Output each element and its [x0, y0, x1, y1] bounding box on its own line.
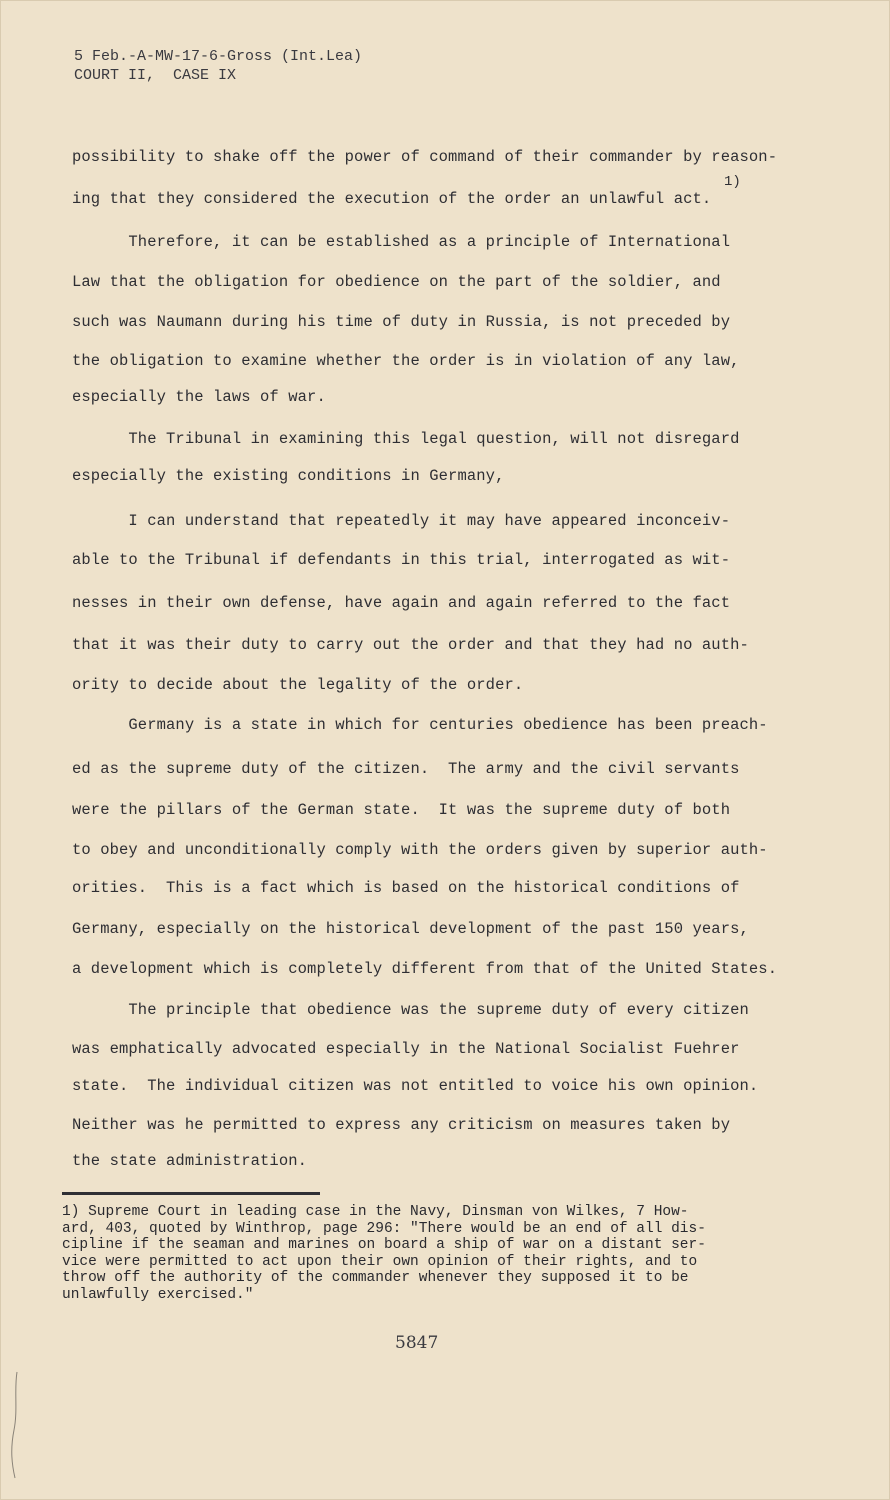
- body-line: the state administration.: [72, 1152, 308, 1170]
- body-line: The Tribunal in examining this legal question, will not disregard: [72, 430, 740, 448]
- footnote-line: vice were permitted to act upon their own opinion of their rights, and to: [62, 1253, 698, 1270]
- body-line: possibility to shake off the power of command of their commander by reason-: [72, 148, 778, 166]
- body-line: I can understand that repeatedly it may have appeared inconceiv-: [72, 512, 731, 530]
- body-line: ing that they considered the execution of the order an unlawful act.: [72, 190, 712, 208]
- footnote: [62, 1204, 792, 1303]
- footnote-line: ard, 403, quoted by Winthrop, page 296: "There would be an end of all dis-: [62, 1220, 706, 1237]
- header-line-2: COURT II, CASE IX: [74, 67, 237, 84]
- body-line: able to the Tribunal if defendants in this trial, interrogated as wit-: [72, 551, 731, 569]
- body-line: Germany, especially on the historical development of the past 150 years,: [72, 920, 749, 938]
- body-line: state. The individual citizen was not entitled to voice his own opinion.: [72, 1077, 759, 1095]
- body-line: a development which is completely different from that of the United States.: [72, 960, 778, 978]
- body-line: was emphatically advocated especially in the National Socialist Fuehrer: [72, 1040, 740, 1058]
- body-line: ed as the supreme duty of the citizen. The army and the civil servants: [72, 760, 740, 778]
- body-line: Therefore, it can be established as a principle of International: [72, 233, 731, 251]
- body-line: orities. This is a fact which is based on the historical conditions of: [72, 879, 740, 897]
- margin-pencil-mark: [8, 1370, 22, 1480]
- footnote-line: cipline if the seaman and marines on board a ship of war on a distant ser-: [62, 1237, 706, 1253]
- body-line: such was Naumann during his time of duty in Russia, is not preceded by: [72, 313, 731, 331]
- body-line: especially the existing conditions in Germany,: [72, 467, 505, 485]
- body-line: The principle that obedience was the supreme duty of every citizen: [72, 1001, 749, 1019]
- header-line-1: 5 Feb.-A-MW-17-6-Gross (Int.Lea): [74, 48, 363, 65]
- body-line: the obligation to examine whether the order is in violation of any law,: [72, 352, 740, 370]
- document-header: [74, 47, 362, 85]
- body-line: especially the laws of war.: [72, 388, 326, 406]
- body-line: were the pillars of the German state. It was the supreme duty of both: [72, 801, 731, 819]
- body-line: Germany is a state in which for centuries obedience has been preach-: [72, 716, 768, 734]
- footnote-line: 1) Supreme Court in leading case in the Navy, Dinsman von Wilkes, 7 How-: [62, 1204, 689, 1220]
- footnote-line: unlawfully exercised.": [62, 1286, 254, 1303]
- body-line: that it was their duty to carry out the order and that they had no auth-: [72, 636, 749, 654]
- footnote-divider: [62, 1192, 320, 1195]
- body-line: nesses in their own defense, have again and again referred to the fact: [72, 594, 731, 612]
- body-line: Neither was he permitted to express any criticism on measures taken by: [72, 1116, 731, 1134]
- footnote-line: throw off the authority of the commander whenever they supposed it to be: [62, 1270, 689, 1286]
- footnote-reference-marker: 1): [724, 174, 741, 190]
- page-number: 5847: [395, 1333, 439, 1353]
- body-line: Law that the obligation for obedience on the part of the soldier, and: [72, 273, 721, 291]
- body-line: to obey and unconditionally comply with the orders given by superior auth-: [72, 841, 768, 859]
- body-line: ority to decide about the legality of the order.: [72, 676, 524, 694]
